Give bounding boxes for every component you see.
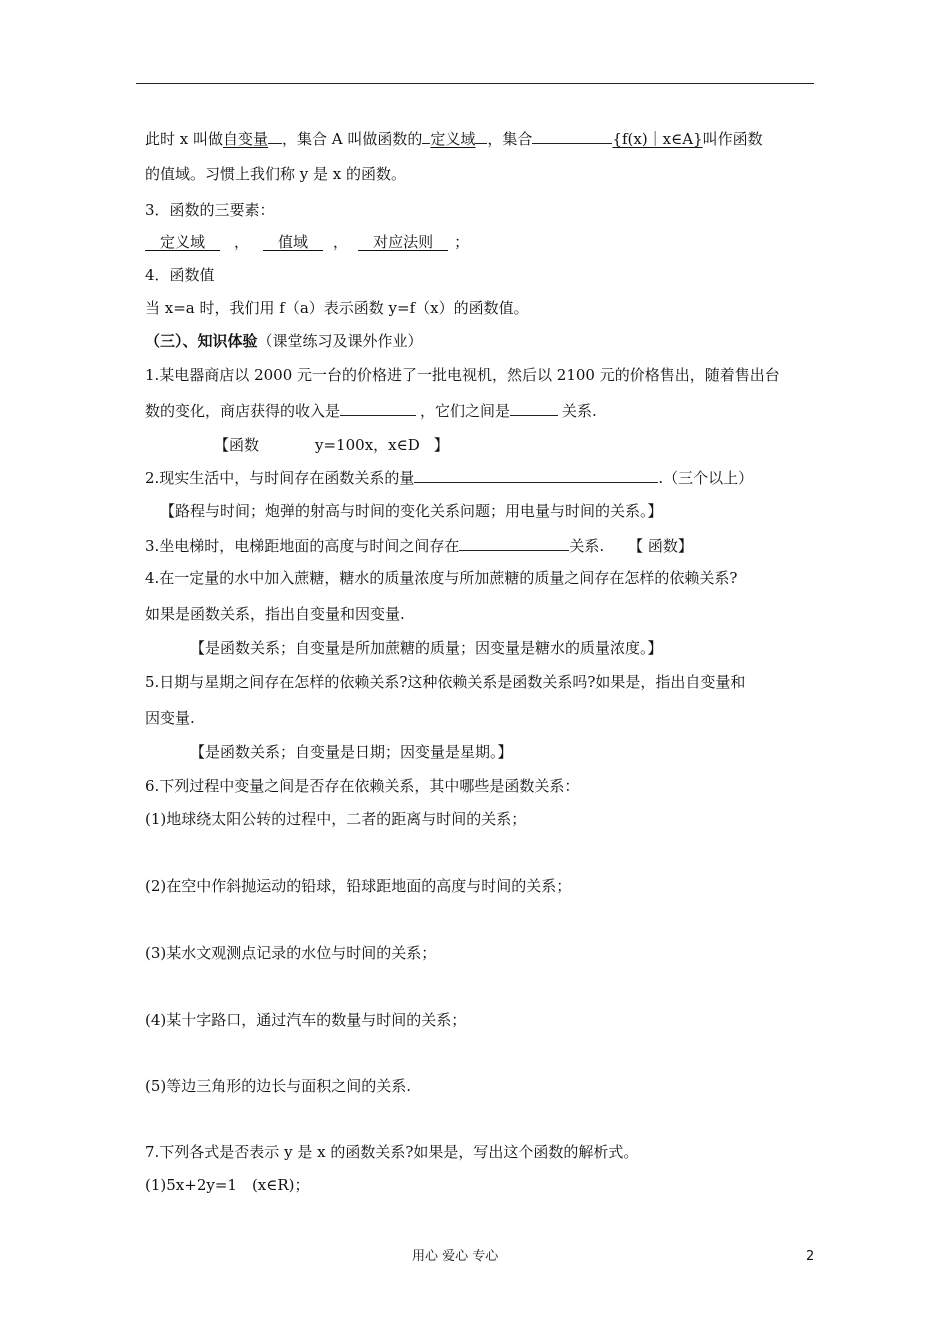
question-4-line-2: 如果是函数关系，指出自变量和因变量.: [145, 605, 405, 623]
question-5-line-1: 5.日期与星期之间存在怎样的依赖关系?这种依赖关系是函数关系吗?如果是，指出自变量和: [145, 673, 746, 691]
question-6-item-2: (2)在空中作斜抛运动的铅球，铅球距地面的高度与时间的关系；: [145, 877, 572, 895]
question-1-answer: 【函数 y=100x，x∈D 】: [214, 436, 449, 454]
question-6-item-4: (4)某十字路口，通过汽车的数量与时间的关系；: [145, 1011, 467, 1029]
question-4-answer: 【是函数关系；自变量是所加蔗糖的质量；因变量是糖水的质量浓度。】: [190, 639, 663, 657]
question-2-answer: 【路程与时间；炮弹的射高与时间的变化关系问题；用电量与时间的关系。】: [160, 502, 663, 520]
question-3-answer: 【 函数】: [628, 537, 693, 555]
footer-motto: 用心 爱心 专心: [412, 1249, 499, 1264]
section-heading: （三）、知识体验（课堂练习及课外作业）: [145, 332, 423, 350]
answer-element-rule: 对应法则: [373, 233, 434, 251]
question-1-line-2: 数的变化，商店获得的收入是 ，它们之间是 关系.: [145, 402, 597, 420]
paragraph-domain-definition: 此时 x 叫做自变量 ，集合 A 叫做函数的 定义域 ，集合 {f(x)｜x∈A}叫作函数: [145, 130, 763, 148]
blank: [414, 467, 658, 483]
question-4-line-1: 4.在一定量的水中加入蔗糖，糖水的质量浓度与所加蔗糖的质量之间存在怎样的依赖关系?: [145, 569, 738, 587]
question-7: 7.下列各式是否表示 y 是 x 的函数关系?如果是，写出这个函数的解析式。: [145, 1143, 639, 1161]
answer-element-range: 值域: [278, 233, 309, 251]
question-5-line-2: 因变量.: [145, 709, 195, 727]
question-6-item-5: (5)等边三角形的边长与面积之间的关系.: [145, 1077, 412, 1095]
question-3: 3.坐电梯时，电梯距地面的高度与时间之间存在 关系. 【 函数】: [145, 537, 693, 555]
question-2: 2.现实生活中，与时间存在函数关系的量 .（三个以上）: [145, 469, 754, 487]
blank: [510, 400, 558, 416]
three-elements-answers: 定义域 ， 值域 ， 对应法则 ；: [145, 232, 469, 252]
question-6: 6.下列过程中变量之间是否存在依赖关系，其中哪些是函数关系：: [145, 777, 580, 795]
answer-independent-variable: 自变量: [223, 130, 269, 148]
paragraph-range: 的值域。习惯上我们称 y 是 x 的函数。: [145, 165, 407, 183]
heading-function-value: 4．函数值: [145, 266, 215, 284]
answer-domain: 定义域: [430, 130, 476, 148]
blank: [459, 535, 569, 551]
header-rule: [136, 83, 814, 84]
paragraph-function-value: 当 x=a 时，我们用 f（a）表示函数 y=f（x）的函数值。: [145, 299, 529, 317]
answer-range-set: {f(x)｜x∈A}: [612, 130, 703, 148]
answer-element-domain: 定义域: [160, 233, 206, 251]
heading-three-elements: 3．函数的三要素：: [145, 201, 275, 219]
page-number: 2: [806, 1249, 815, 1264]
question-5-answer: 【是函数关系；自变量是日期；因变量是星期。】: [190, 743, 513, 761]
question-6-item-3: (3)某水文观测点记录的水位与时间的关系；: [145, 944, 437, 962]
question-1-line-1: 1.某电器商店以 2000 元一台的价格进了一批电视机，然后以 2100 元的价格售出，随着售出台: [145, 366, 780, 384]
blank: [340, 400, 416, 416]
question-6-item-1: (1)地球绕太阳公转的过程中，二者的距离与时间的关系；: [145, 810, 527, 828]
question-7-item-1: (1)5x+2y=1 (x∈R)；: [145, 1176, 310, 1194]
